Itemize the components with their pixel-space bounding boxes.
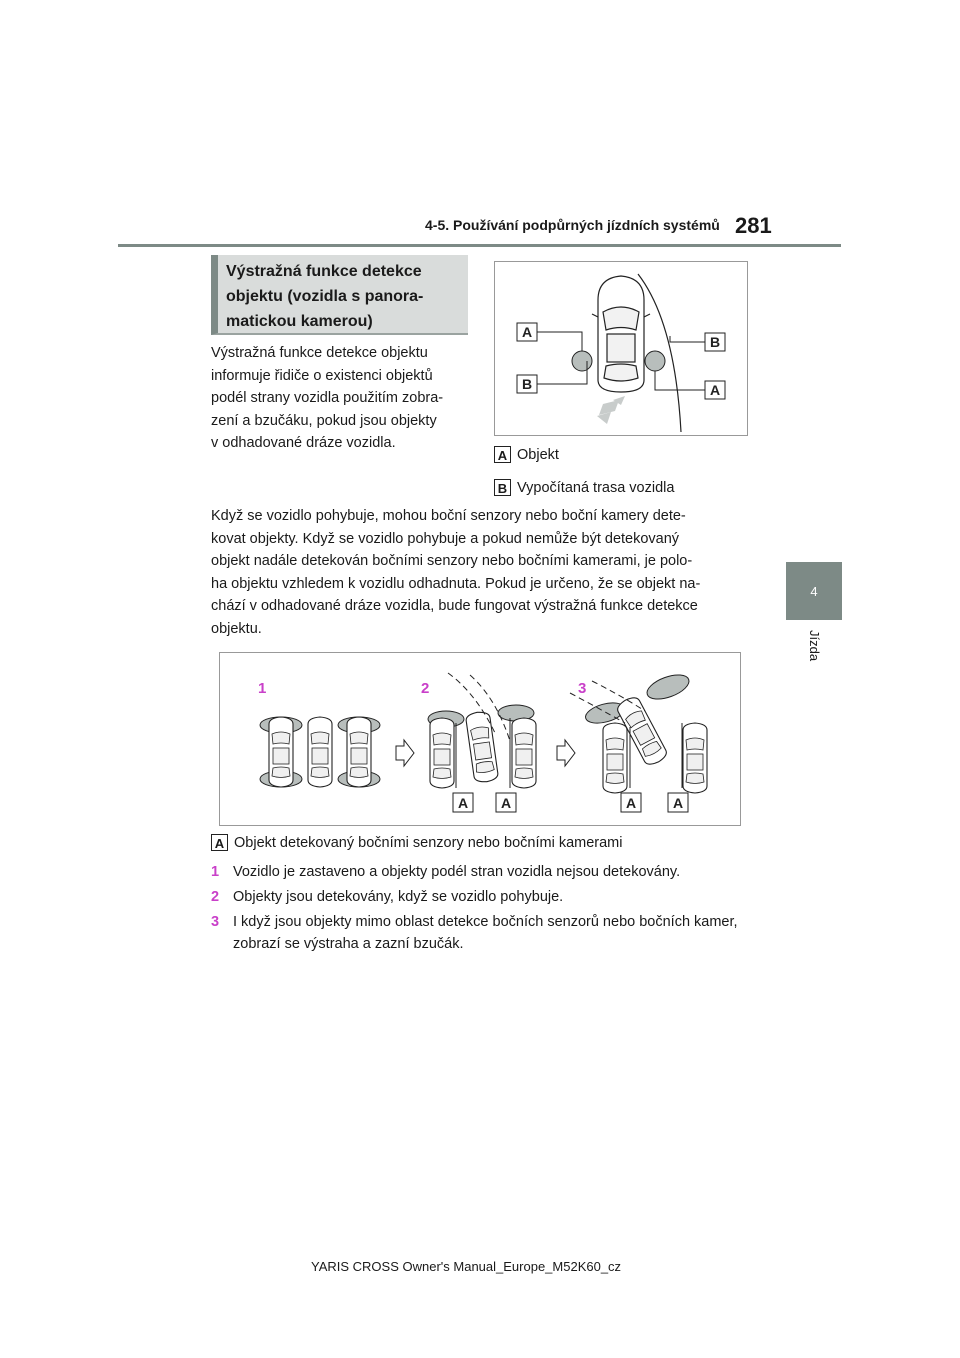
label-a-right: A — [710, 382, 721, 398]
legend-text-detected-object: Objekt detekovaný bočními senzory nebo bočními kamerami — [234, 834, 623, 851]
object-label-a-3: A — [626, 795, 637, 811]
header-section-title: 4-5. Používání podpůrných jízdních systémů — [425, 217, 720, 233]
header-divider — [118, 244, 841, 247]
heading-line: matickou kamerou) — [226, 313, 373, 330]
step-text: Objekty jsou detekovány, když se vozidlo pohybuje. — [233, 889, 564, 905]
stage-2-cars — [428, 673, 536, 788]
step-item — [211, 911, 751, 955]
car-top-view — [592, 276, 650, 392]
object-label-a-2: A — [501, 795, 512, 811]
figure-object-warning — [494, 261, 748, 436]
footer-manual-id: YARIS CROSS Owner's Manual_Europe_M52K60_cz — [311, 1259, 622, 1274]
stage-label-1: 1 — [258, 680, 267, 697]
intro-text — [211, 342, 476, 455]
label-b-right: B — [710, 334, 721, 350]
paragraph-line: objekt nadále detekován bočními senzory nebo bočními kamerami, je polo- — [211, 553, 693, 569]
legend-path — [494, 479, 674, 496]
intro-line: Výstražná funkce detekce objektu — [211, 345, 428, 361]
paragraph-line: chází v odhadované dráze vozidla, bude fungovat výstražná funkce detekce — [211, 598, 698, 614]
page-number: 281 — [735, 213, 772, 238]
label-a-left: A — [522, 324, 533, 340]
sequence-arrow-2 — [557, 740, 575, 766]
legend-key-a: A — [494, 446, 511, 463]
step-number: 1 — [211, 864, 220, 880]
legend-text-object: Objekt — [517, 446, 559, 463]
paragraph-line: objektu. — [211, 620, 262, 637]
paragraph-line: Když se vozidlo pohybuje, mohou boční senzory nebo boční kamery dete- — [211, 508, 686, 524]
object-circle-right — [645, 351, 665, 371]
stage-label-2: 2 — [421, 680, 430, 697]
stage-3-cars — [570, 670, 707, 793]
step-item — [211, 861, 751, 883]
intro-line: informuje řidiče o existenci objektů — [211, 367, 433, 384]
figure-detection-sequence-illustration — [220, 653, 740, 825]
object-circle-left — [572, 351, 592, 371]
legend-text-path: Vypočítaná trasa vozidla — [517, 479, 675, 496]
step-item — [211, 886, 751, 908]
legend-detected-object — [211, 834, 622, 851]
step-number: 3 — [211, 914, 220, 930]
chapter-name: Jízda — [807, 630, 822, 662]
legend-key-a: A — [211, 834, 228, 851]
chapter-tab: 4 — [786, 562, 842, 620]
sequence-arrow-1 — [396, 740, 414, 766]
intro-line: v odhadované dráze vozidla. — [211, 435, 396, 451]
object-label-a-1: A — [458, 795, 469, 811]
intro-line: zení a bzučáku, pokud jsou objekty — [211, 412, 437, 429]
paragraph-line: kovat objekty. Když se vozidlo pohybuje a pokud nemůže být detekovaný — [211, 530, 680, 547]
section-heading — [211, 255, 468, 335]
motion-arrow — [597, 396, 625, 424]
legend-object — [494, 446, 559, 463]
figure-object-warning-illustration — [495, 262, 747, 435]
legend-key-b: B — [494, 479, 511, 496]
stage-label-3: 3 — [578, 680, 587, 697]
figure-detection-sequence — [219, 652, 741, 826]
paragraph-line: ha objektu vzhledem k vozidlu odhadnuta. Pokud je určeno, že se objekt na- — [211, 575, 701, 592]
stage-1-cars — [260, 717, 380, 787]
step-text: I když jsou objekty mimo oblast detekce bočních senzorů nebo bočních kamer, zobrazí se výstraha a zazní bzučák. — [233, 914, 738, 952]
step-number: 2 — [211, 889, 220, 905]
step-text: Vozidlo je zastaveno a objekty podél stran vozidla nejsou detekovány. — [233, 864, 681, 880]
chapter-label — [790, 630, 838, 680]
intro-line: podél strany vozidla použitím zobra- — [211, 390, 444, 406]
main-paragraph — [211, 505, 751, 640]
object-label-a-4: A — [673, 795, 684, 811]
label-b-left: B — [522, 376, 533, 392]
heading-line: Výstražná funkce detekce — [226, 263, 422, 280]
heading-line: objektu (vozidla s panora- — [226, 288, 424, 305]
